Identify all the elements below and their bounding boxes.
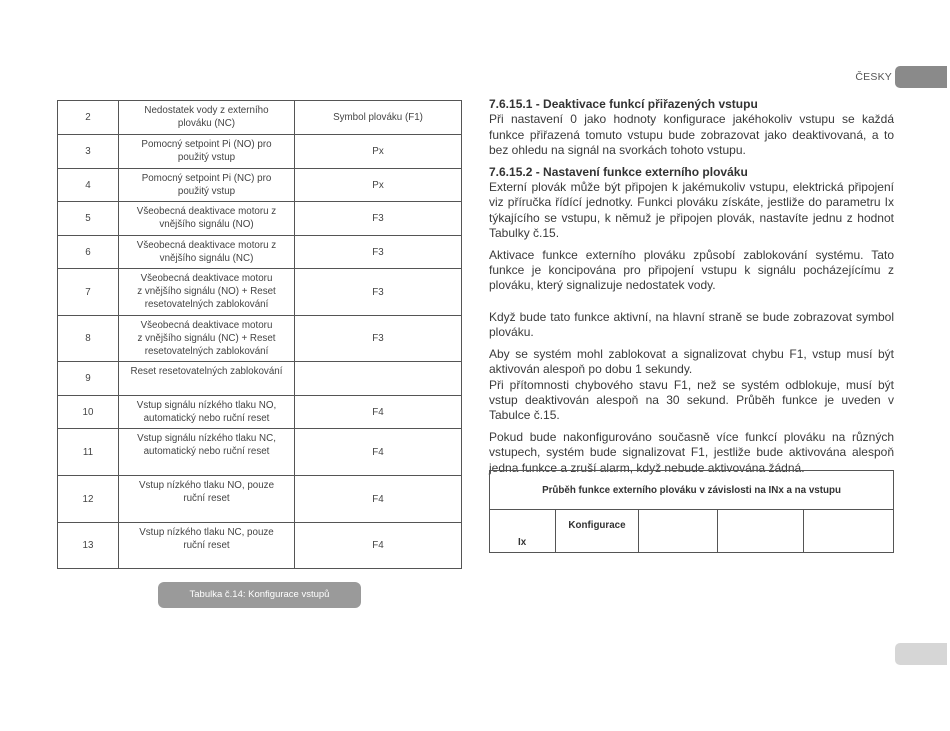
input-config-table: [57, 100, 462, 569]
page-number-tab: [895, 643, 947, 665]
float-paragraph-3: Když bude tato funkce aktivní, na hlavní straně se bude zobrazovat symbol plováku.: [489, 309, 894, 340]
row-value: [295, 362, 462, 396]
row-value: F4: [295, 523, 462, 569]
table-caption: Tabulka č.14: Konfigurace vstupů: [158, 582, 361, 608]
table-row: [58, 101, 462, 135]
description-line: Reset resetovatelných zablokování: [130, 366, 283, 377]
row-number: 2: [58, 101, 119, 135]
row-description: [119, 101, 295, 135]
section-title-float: 7.6.15.2 - Nastavení funkce externího plováku: [489, 164, 748, 179]
row-value: F3: [295, 236, 462, 269]
row-description: [119, 236, 295, 269]
description-line: Vstup nízkého tlaku NO, pouze: [138, 480, 275, 491]
description-line: ruční reset: [183, 493, 230, 504]
float-function-table: [489, 470, 894, 553]
row-description: [119, 316, 295, 362]
row-description: [119, 476, 295, 523]
description-line: Pomocný setpoint Pi (NO) pro: [141, 139, 272, 150]
float-paragraph-1: Externí plovák může být připojen k jakémukoliv vstupu, elektrická připojení viz příručka řídící jednotky. Funkci plováku získáte, jestliže do parametru Ix týkajícího se vstupu, k němuž je připojen plovák, nastavíte jednu z hodnot Tabulky č.15.: [489, 180, 894, 241]
description-line: resetovatelných zablokování: [144, 346, 269, 357]
row-value: Px: [295, 135, 462, 169]
table-row: [58, 236, 462, 269]
flow-table-header: Průběh funkce externího plováku v závislosti na INx a na vstupu: [490, 471, 894, 510]
description-line: automatický nebo ruční reset: [143, 446, 270, 457]
language-label: ČESKY: [855, 71, 892, 83]
table-row: [58, 476, 462, 523]
table-row: [58, 135, 462, 169]
row-number: 5: [58, 202, 119, 236]
row-number: 3: [58, 135, 119, 169]
row-number: 6: [58, 236, 119, 269]
description-line: ruční reset: [183, 540, 230, 551]
row-description: [119, 135, 295, 169]
row-description: [119, 396, 295, 429]
row-description: [119, 169, 295, 202]
description-line: Všeobecná deaktivace motoru z: [136, 206, 277, 217]
section-text-deactivation: Při nastavení 0 jako hodnoty konfigurace jakéhokoliv vstupu se každá funkce přiřazená tomuto vstupu bude zobrazovat jako deaktivovaná, a to bez ohledu na signál na svorkách tohoto vstupu.: [489, 112, 894, 158]
description-line: plováku (NC): [177, 118, 236, 129]
row-value: F3: [295, 269, 462, 316]
row-description: [119, 523, 295, 569]
table-row: [58, 429, 462, 476]
float-paragraph-4: Aby se systém mohl zablokovat a signalizovat chybu F1, vstup musí být aktivován alespoň po dobu 1 sekundy.: [489, 346, 894, 377]
row-value: F3: [295, 202, 462, 236]
table-row: [58, 202, 462, 236]
table-row: [58, 316, 462, 362]
flow-empty-cell: [804, 510, 894, 553]
description-line: automatický nebo ruční reset: [143, 413, 270, 424]
right-column: [489, 97, 894, 476]
row-value: F4: [295, 429, 462, 476]
description-line: Vstup signálu nízkého tlaku NC,: [137, 433, 276, 444]
float-paragraph-6: Pokud bude nakonfigurováno současně více funkcí plováku na různých vstupech, systém bude signalizovat F1, jestliže bude aktivována alespoň jedna funkce a zruší alarm, když nebude aktivována žádná.: [489, 429, 894, 475]
description-line: Všeobecná deaktivace motoru z: [136, 240, 277, 251]
description-line: Vstup signálu nízkého tlaku NO,: [136, 400, 277, 411]
row-description: [119, 429, 295, 476]
description-line: resetovatelných zablokování: [144, 299, 269, 310]
flow-empty-cell: [718, 510, 804, 553]
description-line: z vnějšího signálu (NO) + Reset: [137, 286, 276, 297]
table-row: [58, 169, 462, 202]
row-number: 12: [58, 476, 119, 523]
row-value: F4: [295, 476, 462, 523]
table-row: [58, 269, 462, 316]
row-description: [119, 362, 295, 396]
description-line: Pomocný setpoint Pi (NC) pro: [141, 173, 272, 184]
row-number: 13: [58, 523, 119, 569]
description-line: Vstup nízkého tlaku NC, pouze: [139, 527, 274, 538]
description-line: vnějšího signálu (NO): [159, 219, 254, 230]
row-number: 4: [58, 169, 119, 202]
description-line: použitý vstup: [177, 152, 236, 163]
row-number: 11: [58, 429, 119, 476]
description-line: použitý vstup: [177, 186, 236, 197]
float-paragraph-5: Při přítomnosti chybového stavu F1, než se systém odblokuje, musí být vstup deaktivován alespoň na 30 sekund. Průběh funkce je uveden v Tabulce č.15.: [489, 377, 894, 423]
flow-col-config: Konfigurace: [556, 510, 639, 553]
section-title-deactivation: 7.6.15.1 - Deaktivace funkcí přiřazených vstupu: [489, 97, 758, 111]
description-line: Všeobecná deaktivace motoru: [140, 320, 273, 331]
row-description: [119, 202, 295, 236]
table-row: [58, 523, 462, 569]
row-description: [119, 269, 295, 316]
row-value: F4: [295, 396, 462, 429]
row-number: 7: [58, 269, 119, 316]
description-line: Všeobecná deaktivace motoru: [140, 273, 273, 284]
description-line: vnějšího signálu (NC): [159, 253, 254, 264]
flow-empty-cell: [639, 510, 718, 553]
table-row: [58, 362, 462, 396]
flow-col-ix: Ix: [490, 510, 556, 553]
language-tab: [895, 66, 947, 88]
row-number: 10: [58, 396, 119, 429]
row-value: F3: [295, 316, 462, 362]
description-line: Nedostatek vody z externího: [144, 105, 269, 116]
table-row: [58, 396, 462, 429]
float-paragraph-2: Aktivace funkce externího plováku způsobí zablokování systému. Tato funkce je koncipována pro připojení vstupu k signálu pocházejícímu z plováku, který signalizuje nedostatek vody.: [489, 247, 894, 293]
description-line: z vnějšího signálu (NC) + Reset: [137, 333, 276, 344]
row-number: 8: [58, 316, 119, 362]
row-number: 9: [58, 362, 119, 396]
row-value: Symbol plováku (F1): [295, 101, 462, 135]
row-value: Px: [295, 169, 462, 202]
